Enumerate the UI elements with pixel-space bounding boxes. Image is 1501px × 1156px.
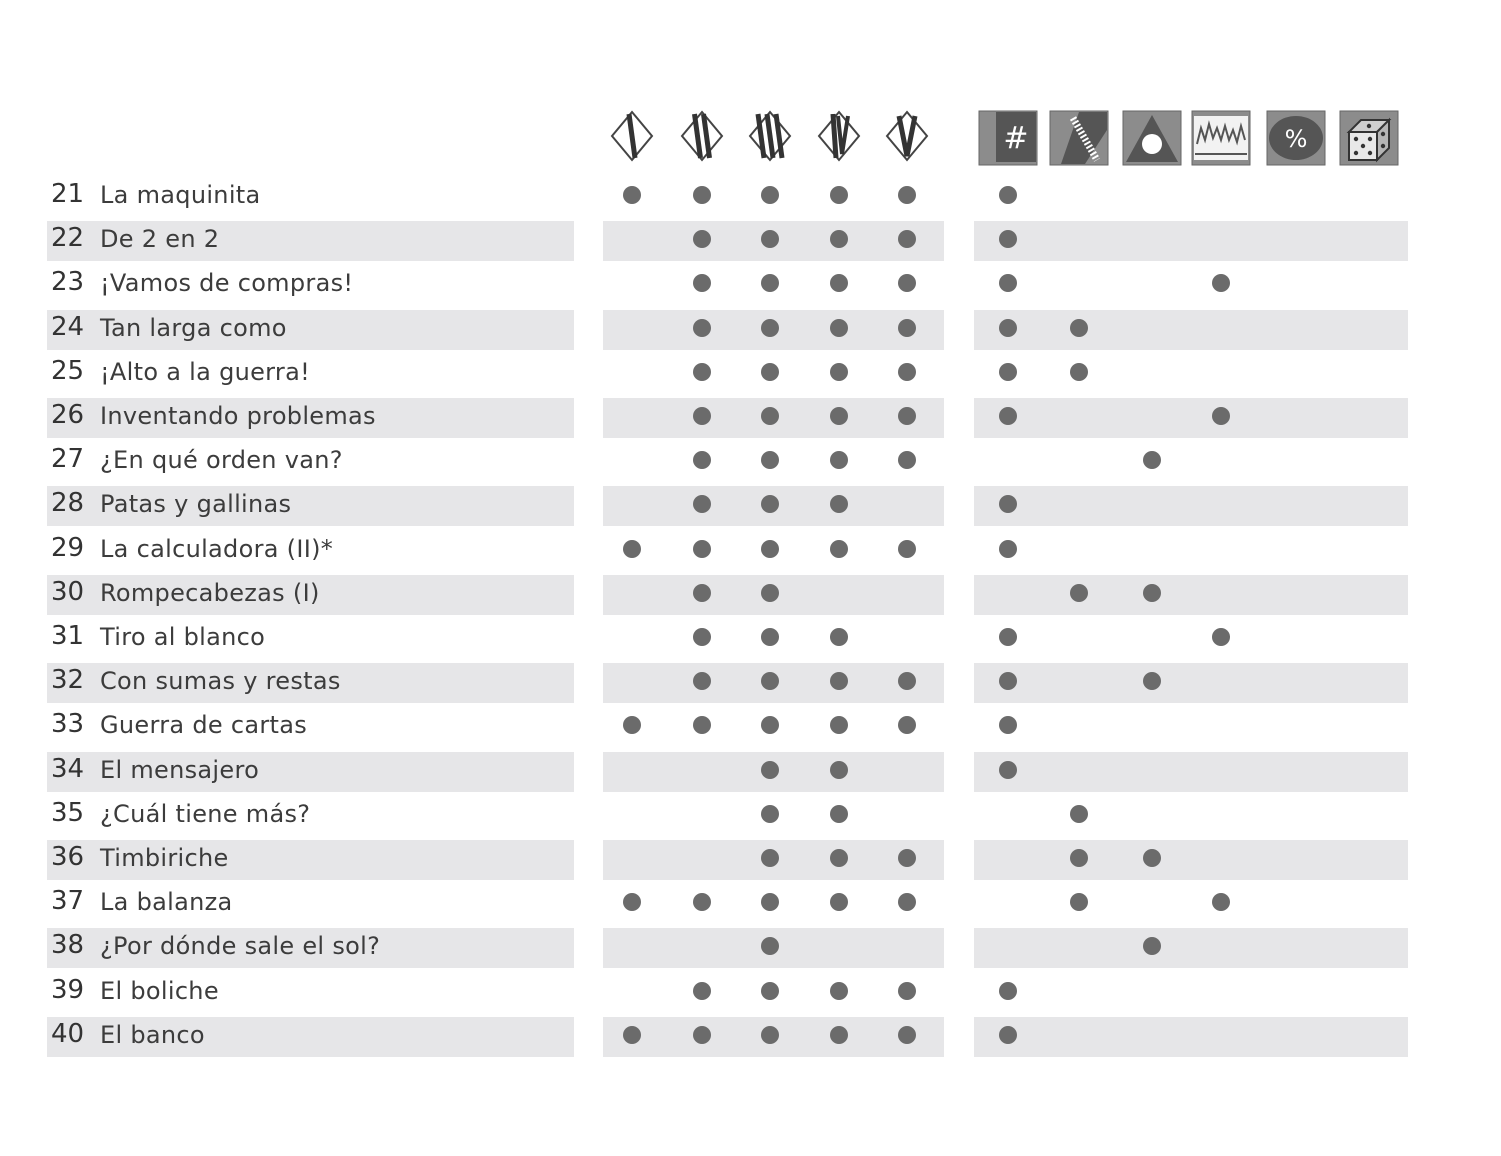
activity-title: ¿Por dónde sale el sol? bbox=[100, 932, 381, 961]
grade-3-dot bbox=[761, 893, 779, 911]
grade-4-dot bbox=[830, 982, 848, 1000]
numbers-icon bbox=[978, 110, 1038, 166]
activity-title: Timbiriche bbox=[100, 844, 229, 872]
row-number: 31 bbox=[51, 621, 85, 651]
grade-1-dot bbox=[623, 716, 641, 734]
measurement-dot bbox=[1070, 893, 1088, 911]
row-number: 21 bbox=[51, 179, 85, 209]
row-band bbox=[974, 221, 1408, 261]
grade-3-dot bbox=[761, 761, 779, 779]
graphs-dot bbox=[1212, 628, 1230, 646]
grade-4-dot bbox=[830, 893, 848, 911]
activity-title: ¿En qué orden van? bbox=[100, 446, 343, 475]
grade-2-dot bbox=[693, 186, 711, 204]
measurement-dot bbox=[1070, 805, 1088, 823]
grade-1-dot bbox=[623, 1026, 641, 1044]
grade-4-dot bbox=[830, 407, 848, 425]
grade-4-dot bbox=[830, 1026, 848, 1044]
activity-title: El banco bbox=[100, 1020, 205, 1049]
numbers-dot bbox=[999, 761, 1017, 779]
measurement-dot bbox=[1070, 584, 1088, 602]
activity-title: ¿Cuál tiene más? bbox=[100, 799, 311, 828]
row-number: 29 bbox=[51, 532, 85, 563]
geometry-dot bbox=[1143, 584, 1161, 602]
activity-title: Inventando problemas bbox=[100, 402, 376, 430]
numbers-dot bbox=[999, 186, 1017, 204]
svg-text:%: % bbox=[1284, 125, 1308, 153]
grade-2-dot bbox=[693, 982, 711, 1000]
grade-5-dot bbox=[898, 540, 916, 558]
grade-4-dot bbox=[830, 363, 848, 381]
grade-4-dot bbox=[830, 628, 848, 646]
activity-title: La calculadora (II)* bbox=[100, 534, 334, 563]
graphs-dot bbox=[1212, 407, 1230, 425]
graphs-dot bbox=[1212, 274, 1230, 292]
grade-1-dot bbox=[623, 186, 641, 204]
row-band bbox=[974, 575, 1408, 615]
row-number: 34 bbox=[51, 753, 85, 784]
numbers-dot bbox=[999, 628, 1017, 646]
grade-4-icon bbox=[811, 106, 867, 166]
grade-5-dot bbox=[898, 451, 916, 469]
grade-5-dot bbox=[898, 407, 916, 425]
grade-4-dot bbox=[830, 716, 848, 734]
geometry-icon bbox=[1122, 110, 1182, 166]
row-number: 22 bbox=[51, 223, 85, 254]
numbers-dot bbox=[999, 407, 1017, 425]
grade-5-dot bbox=[898, 849, 916, 867]
grade-3-dot bbox=[761, 363, 779, 381]
grade-4-dot bbox=[830, 805, 848, 823]
graphs-icon bbox=[1191, 110, 1251, 166]
grade-5-dot bbox=[898, 982, 916, 1000]
grade-3-dot bbox=[761, 451, 779, 469]
grade-4-dot bbox=[830, 319, 848, 337]
grade-1-dot bbox=[623, 540, 641, 558]
numbers-dot bbox=[999, 274, 1017, 292]
row-band bbox=[974, 752, 1408, 792]
row-band bbox=[974, 310, 1408, 350]
grade-3-icon bbox=[742, 106, 798, 166]
activity-title: ¡Vamos de compras! bbox=[100, 269, 354, 298]
measurement-dot bbox=[1070, 363, 1088, 381]
row-band bbox=[974, 928, 1408, 968]
row-number: 36 bbox=[51, 842, 85, 872]
geometry-dot bbox=[1143, 849, 1161, 867]
row-number: 25 bbox=[51, 355, 85, 386]
row-band bbox=[974, 398, 1408, 438]
grade-2-dot bbox=[693, 584, 711, 602]
numbers-dot bbox=[999, 716, 1017, 734]
row-band bbox=[974, 840, 1408, 880]
grade-3-dot bbox=[761, 319, 779, 337]
activity-title: El mensajero bbox=[100, 755, 260, 784]
grade-4-dot bbox=[830, 186, 848, 204]
grade-2-dot bbox=[693, 274, 711, 292]
row-number: 38 bbox=[51, 930, 85, 961]
grade-3-dot bbox=[761, 540, 779, 558]
row-number: 35 bbox=[51, 797, 85, 828]
row-number: 37 bbox=[51, 886, 85, 917]
activity-title: Tan larga como bbox=[100, 313, 287, 342]
row-band bbox=[974, 663, 1408, 703]
measurement-dot bbox=[1070, 849, 1088, 867]
activity-title: Guerra de cartas bbox=[100, 711, 308, 740]
activity-title: Rompecabezas (I) bbox=[100, 578, 320, 607]
row-number: 26 bbox=[51, 400, 85, 430]
grade-2-icon bbox=[674, 106, 730, 166]
row-number: 28 bbox=[51, 488, 85, 519]
grade-3-dot bbox=[761, 274, 779, 292]
activity-title: El boliche bbox=[100, 976, 219, 1005]
measurement-icon bbox=[1049, 110, 1109, 166]
row-number: 39 bbox=[51, 974, 85, 1005]
grade-3-dot bbox=[761, 805, 779, 823]
grade-3-dot bbox=[761, 1026, 779, 1044]
row-number: 24 bbox=[51, 311, 85, 342]
grade-4-dot bbox=[830, 849, 848, 867]
grade-3-dot bbox=[761, 407, 779, 425]
activity-title: La maquinita bbox=[100, 181, 261, 209]
measurement-dot bbox=[1070, 319, 1088, 337]
numbers-dot bbox=[999, 1026, 1017, 1044]
row-number: 40 bbox=[51, 1018, 85, 1049]
numbers-dot bbox=[999, 982, 1017, 1000]
grade-5-dot bbox=[898, 363, 916, 381]
numbers-dot bbox=[999, 363, 1017, 381]
grade-5-dot bbox=[898, 1026, 916, 1044]
grade-5-dot bbox=[898, 893, 916, 911]
row-number: 33 bbox=[51, 709, 85, 740]
grade-2-dot bbox=[693, 407, 711, 425]
row-number: 23 bbox=[51, 267, 85, 298]
grade-3-dot bbox=[761, 716, 779, 734]
grade-2-dot bbox=[693, 451, 711, 469]
row-number: 32 bbox=[51, 665, 85, 696]
geometry-dot bbox=[1143, 451, 1161, 469]
dice-icon bbox=[1339, 110, 1399, 166]
percent-icon bbox=[1266, 110, 1326, 166]
grade-3-dot bbox=[761, 584, 779, 602]
graphs-dot bbox=[1212, 893, 1230, 911]
grade-5-icon bbox=[879, 106, 935, 166]
grade-1-dot bbox=[623, 893, 641, 911]
grade-2-dot bbox=[693, 540, 711, 558]
numbers-dot bbox=[999, 319, 1017, 337]
grade-3-dot bbox=[761, 982, 779, 1000]
grade-3-dot bbox=[761, 849, 779, 867]
row-number: 30 bbox=[51, 576, 85, 607]
grade-3-dot bbox=[761, 186, 779, 204]
grade-5-dot bbox=[898, 319, 916, 337]
grade-2-dot bbox=[693, 628, 711, 646]
grade-2-dot bbox=[693, 893, 711, 911]
row-number: 27 bbox=[51, 444, 85, 475]
grade-2-dot bbox=[693, 716, 711, 734]
svg-text:#: # bbox=[1003, 121, 1029, 156]
activity-title: La balanza bbox=[100, 888, 233, 917]
grade-4-dot bbox=[830, 274, 848, 292]
grade-3-dot bbox=[761, 628, 779, 646]
activity-title: Con sumas y restas bbox=[100, 667, 341, 696]
grade-4-dot bbox=[830, 540, 848, 558]
numbers-dot bbox=[999, 540, 1017, 558]
activity-title: Patas y gallinas bbox=[100, 490, 292, 519]
grade-2-dot bbox=[693, 363, 711, 381]
grade-2-dot bbox=[693, 1026, 711, 1044]
grade-2-dot bbox=[693, 319, 711, 337]
row-band bbox=[974, 486, 1408, 526]
grade-5-dot bbox=[898, 274, 916, 292]
grade-1-icon bbox=[604, 106, 660, 166]
row-band bbox=[974, 1017, 1408, 1057]
activity-title: Tiro al blanco bbox=[100, 623, 266, 651]
grade-5-dot bbox=[898, 186, 916, 204]
grade-4-dot bbox=[830, 761, 848, 779]
grade-4-dot bbox=[830, 451, 848, 469]
activity-title: De 2 en 2 bbox=[100, 225, 220, 254]
activity-title: ¡Alto a la guerra! bbox=[100, 357, 311, 386]
grade-5-dot bbox=[898, 716, 916, 734]
